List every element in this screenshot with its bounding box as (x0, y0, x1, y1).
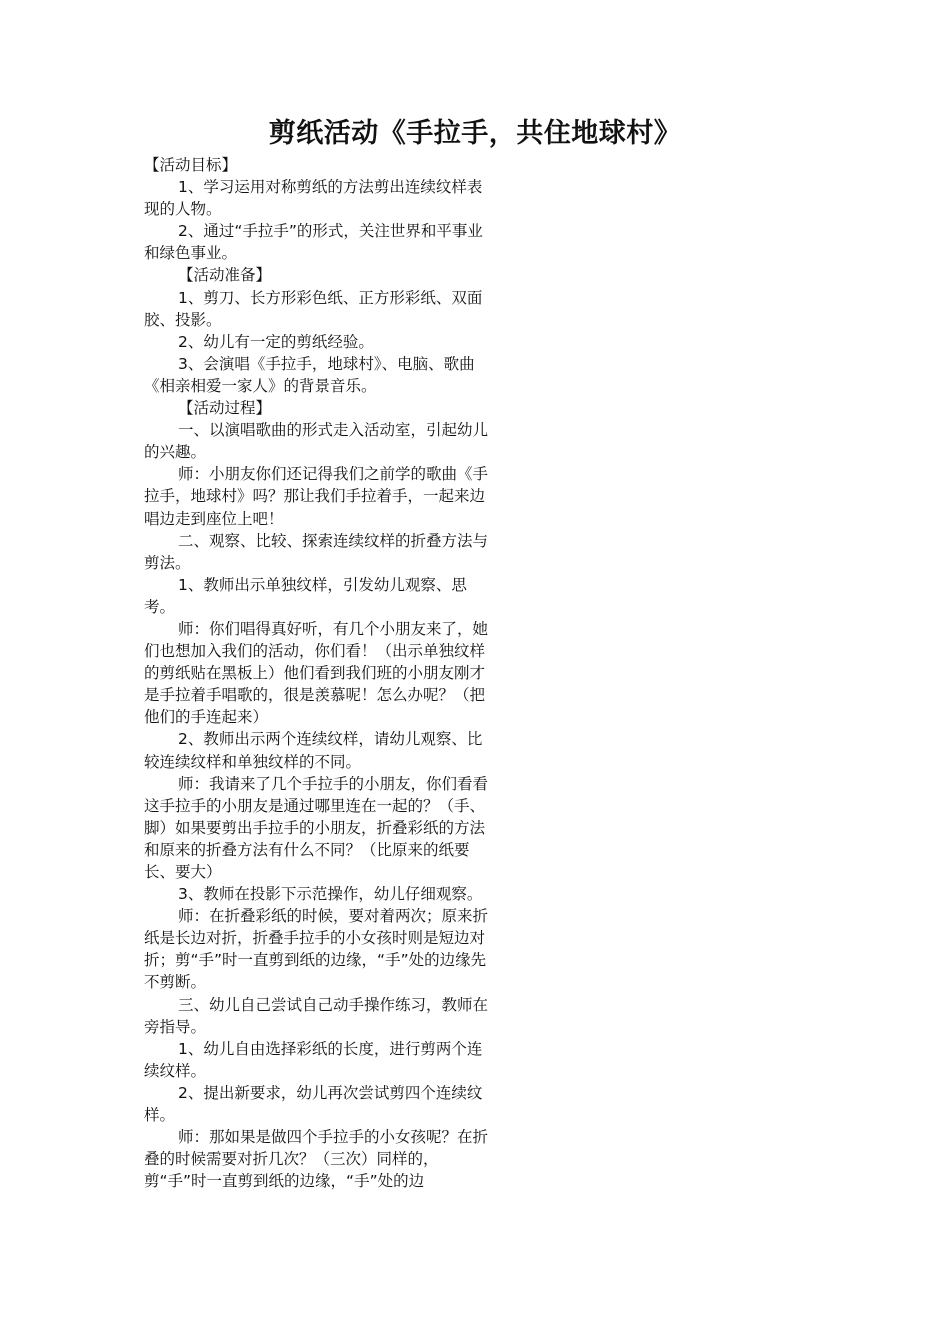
body-paragraph: 3、会演唱《手拉手，地球村》、电脑、歌曲《相亲相爱一家人》的背景音乐。 (144, 354, 475, 395)
section-heading: 【活动准备】 (178, 266, 272, 285)
body-paragraph: 2、通过“手拉手”的形式，关注世界和平事业和绿色事业。 (144, 222, 483, 263)
body-paragraph: 一、以演唱歌曲的形式走入活动室，引起幼儿的兴趣。 (144, 421, 489, 462)
body-paragraph: 2、教师出示两个连续纹样，请幼儿观察、比较连续纹样和单独纹样的不同。 (144, 730, 483, 771)
body-paragraph: 1、幼儿自由选择彩纸的长度，进行剪两个连续纹样。 (144, 1039, 483, 1080)
document-body (144, 154, 489, 1192)
body-paragraph: 师：你们唱得真好听，有几个小朋友来了，她们也想加入我们的活动，你们看！（出示单独纹样的剪纸贴在黑板上）他们看到我们班的小朋友刚才是手拉着手唱歌的，很是羡慕呢！怎么办呢？（把他们的手连起来） (144, 619, 489, 727)
body-paragraph: 2、幼儿有一定的剪纸经验。 (178, 332, 374, 351)
section-heading: 【活动过程】 (178, 399, 272, 418)
section-heading: 【活动目标】 (144, 156, 238, 174)
body-paragraph: 二、观察、比较、探索连续纹样的折叠方法与剪法。 (144, 531, 489, 572)
body-paragraph: 师：在折叠彩纸的时候，要对着两次；原来折纸是长边对折，折叠手拉手的小女孩时则是短边对折；剪“手”时一直剪到纸的边缘，“手”处的边缘先不剪断。 (144, 907, 489, 992)
body-paragraph: 1、学习运用对称剪纸的方法剪出连续纹样表现的人物。 (144, 178, 483, 219)
document-title: 剪纸活动《手拉手，共住地球村》 (268, 118, 682, 149)
body-paragraph: 三、幼儿自己尝试自己动手操作练习，教师在旁指导。 (144, 995, 489, 1036)
body-paragraph: 1、剪刀、长方形彩色纸、正方形彩纸、双面胶、投影。 (144, 288, 483, 329)
body-paragraph: 1、教师出示单独纹样，引发幼儿观察、思考。 (144, 575, 467, 616)
body-paragraph: 师：我请来了几个手拉手的小朋友，你们看看这手拉手的小朋友是通过哪里连在一起的？（手、脚）如果要剪出手拉手的小朋友，折叠彩纸的方法和原来的折叠方法有什么不同？（比原来的纸要长、要大） (144, 774, 489, 881)
body-paragraph: 3、教师在投影下示范操作，幼儿仔细观察。 (178, 885, 483, 904)
body-paragraph: 师：小朋友你们还记得我们之前学的歌曲《手拉手，地球村》吗？那让我们手拉着手，一起来边唱边走到座位上吧！ (144, 465, 489, 528)
body-paragraph: 2、提出新要求，幼儿再次尝试剪四个连续纹样。 (144, 1083, 483, 1125)
body-paragraph: 师：那如果是做四个手拉手的小女孩呢？在折叠的时候需要对折几次？（三次）同样的，剪“手”时一直剪到纸的边缘，“手”处的边 (144, 1128, 489, 1191)
